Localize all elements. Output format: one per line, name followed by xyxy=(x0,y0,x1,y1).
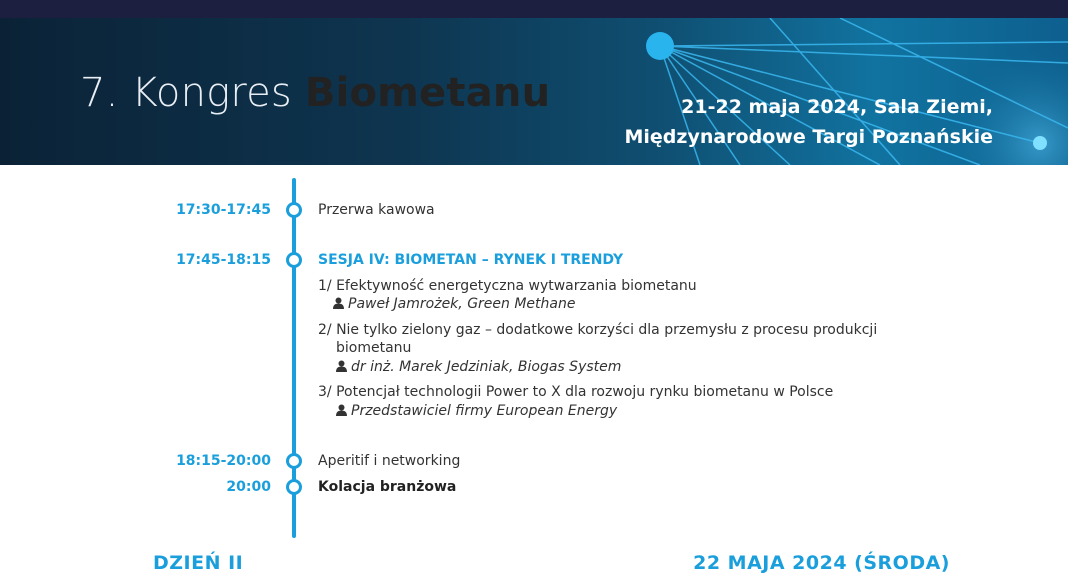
event-title xyxy=(80,70,550,116)
person-icon xyxy=(336,404,347,416)
title-light: 7. Kongres xyxy=(80,70,305,116)
timeline-dot xyxy=(286,479,302,495)
agenda-label: Kolacja branżowa xyxy=(318,479,457,495)
person-icon xyxy=(336,360,347,372)
venue-line-1: 21-22 maja 2024, Sala Ziemi, xyxy=(681,96,993,118)
talk-speaker xyxy=(336,359,621,375)
talk-title-continued: biometanu xyxy=(336,340,412,356)
header-banner xyxy=(0,18,1068,165)
day-label: DZIEŃ II xyxy=(153,552,244,574)
title-bold: Biometanu xyxy=(304,70,551,116)
talk-title: 1/ Efektywność energetyczna wytwarzania biometanu xyxy=(318,278,697,294)
top-bar xyxy=(0,0,1068,18)
session-title: SESJA IV: BIOMETAN – RYNEK I TRENDY xyxy=(318,252,624,268)
timeline-dot xyxy=(286,453,302,469)
agenda-time: 18:15-20:00 xyxy=(176,453,271,469)
talk-speaker xyxy=(333,296,575,312)
venue-line-2: Międzynarodowe Targi Poznańskie xyxy=(624,126,993,148)
timeline-dot xyxy=(286,252,302,268)
talk-title: 2/ Nie tylko zielony gaz – dodatkowe korzyści dla przemysłu z procesu produkcji xyxy=(318,322,878,338)
agenda-time: 17:45-18:15 xyxy=(176,252,271,268)
talk-speaker xyxy=(336,403,617,419)
speaker-name: Przedstawiciel firmy European Energy xyxy=(351,403,618,419)
event-venue xyxy=(624,92,993,152)
agenda-time: 17:30-17:45 xyxy=(176,202,271,218)
timeline-dot xyxy=(286,202,302,218)
agenda-label: Aperitif i networking xyxy=(318,453,461,469)
person-icon xyxy=(333,297,344,309)
speaker-name: dr inż. Marek Jedziniak, Biogas System xyxy=(351,359,622,375)
agenda-label: Przerwa kawowa xyxy=(318,202,435,218)
speaker-name: Paweł Jamrożek, Green Methane xyxy=(348,296,576,312)
day-date: 22 MAJA 2024 (ŚRODA) xyxy=(693,552,950,574)
talk-title: 3/ Potencjał technologii Power to X dla rozwoju rynku biometanu w Polsce xyxy=(318,384,834,400)
agenda-time: 20:00 xyxy=(226,479,271,495)
